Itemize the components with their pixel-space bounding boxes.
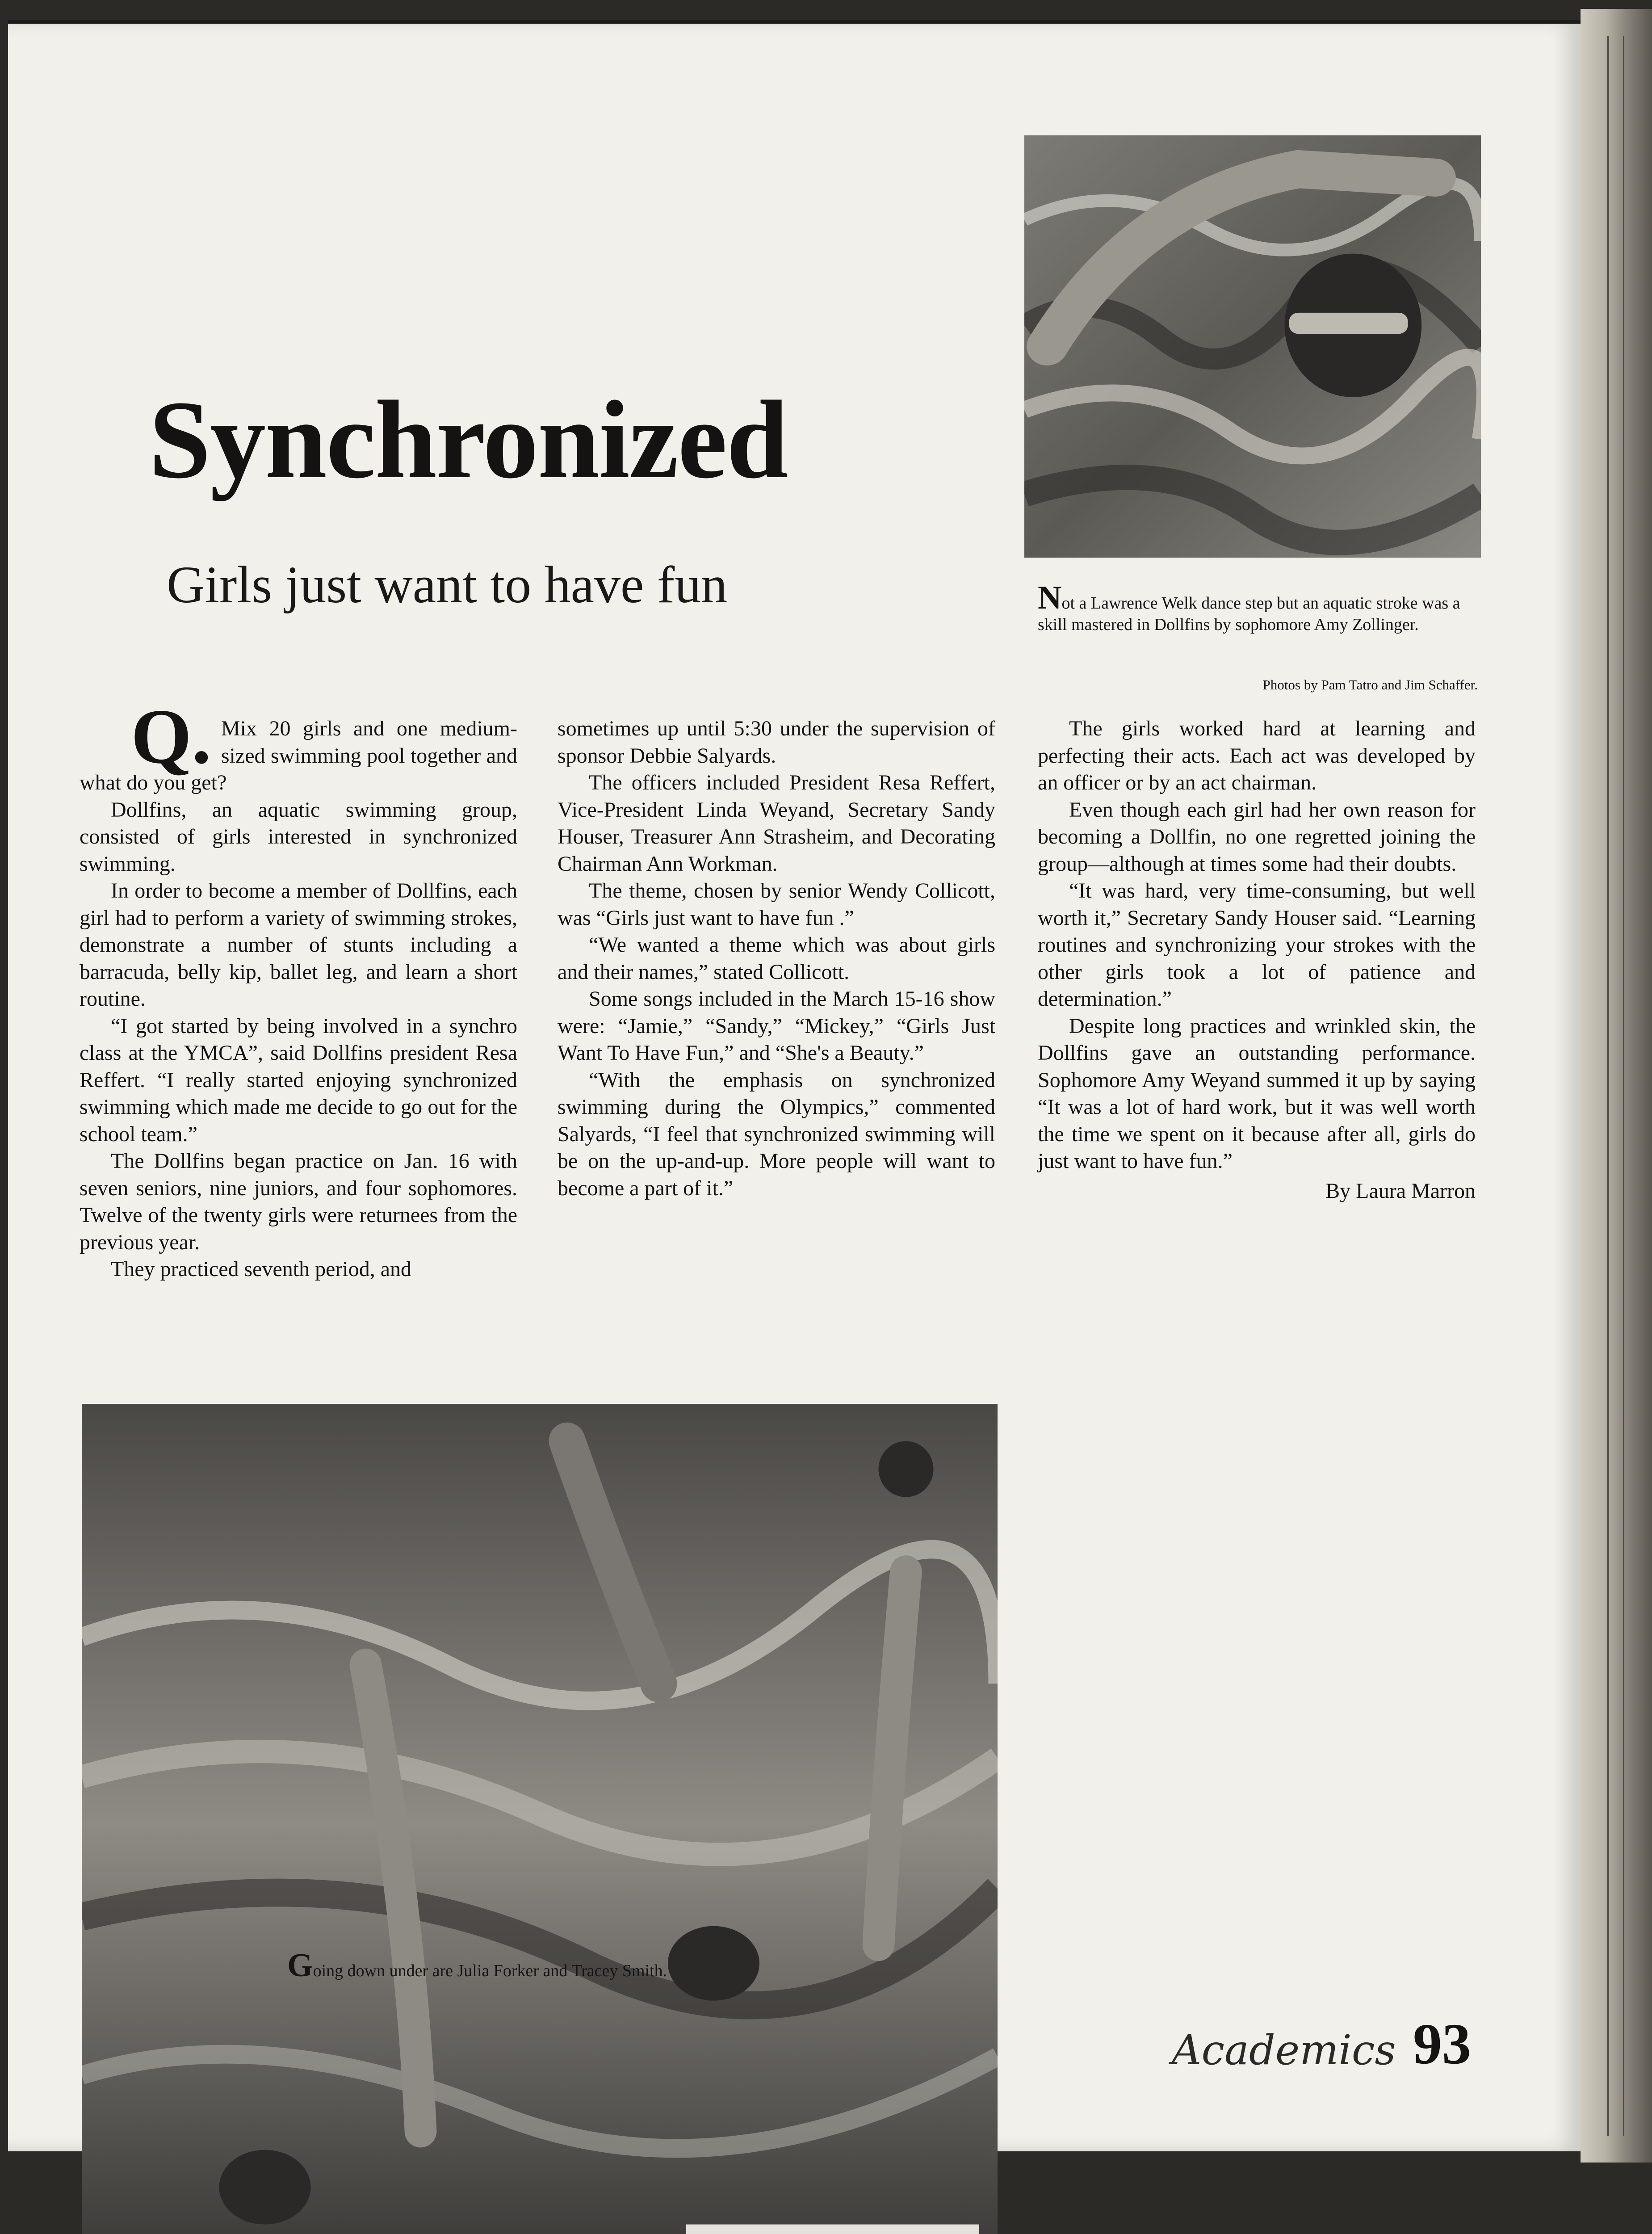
paragraph: In order to become a member of Dollfins, each girl had to perform a variety of swimming strokes, demonstrate a number of stunts including a barracuda, belly kip, ballet leg, and learn a short routine.	[80, 879, 517, 1011]
caption-text: oing down under are Julia Forker and Tracey Smith.	[313, 1961, 667, 1980]
photo-credit: Photos by Pam Tatro and Jim Schaffer.	[1262, 677, 1478, 693]
paragraph: Some songs included in the March 15-16 show were: “Jamie,” “Sandy,” “Mickey,” “Girls Just Want To Have Fun,” and “She's a Beauty.”	[558, 987, 995, 1065]
paragraph: The Dollfins began practice on Jan. 16 with seven seniors, nine juniors, and four sophomores. Twelve of the twenty girls were returnees from the previous year.	[80, 1149, 517, 1254]
caption-text: ot a Lawrence Welk dance step but an aquatic stroke was a skill mastered in Dollfins by sophomore Amy Zollinger.	[1038, 594, 1460, 634]
paragraph: “We wanted a theme which was about girls and their names,” stated Collicott.	[558, 933, 995, 984]
binding-line	[1607, 36, 1609, 2136]
caption-initial: G	[287, 1947, 313, 1984]
page-number: 93	[1413, 2012, 1471, 2076]
top-rule	[8, 20, 1581, 24]
article-column-2	[558, 715, 995, 1202]
bottom-photo-caption	[287, 1947, 667, 1985]
book-binding	[1581, 9, 1652, 2163]
paragraph: Even though each girl had her own reason for becoming a Dollfin, no one regretted joining the group—although at times some had their doubts.	[1038, 798, 1476, 876]
headline: Synchronized	[149, 378, 788, 502]
subhead: Girls just want to have fun	[167, 555, 728, 614]
top-photo-caption	[1038, 579, 1480, 635]
paragraph: They practiced seventh period, and	[111, 1257, 412, 1281]
paragraph: Mix 20 girls and one medium-sized swimming pool together and what do you get?	[80, 717, 517, 794]
paragraph: “It was hard, very time-consuming, but well worth it,” Secretary Sandy Houser said. “Learning routines and synchronizing your strokes with the other girls took a lot of patience and determination.”	[1038, 879, 1476, 1011]
pool-photo	[82, 1404, 998, 2234]
paragraph: Dollfins, an aquatic swimming group, consisted of girls interested in synchronized swimming.	[80, 798, 517, 876]
drop-cap: Q.	[131, 693, 211, 780]
article-column-1	[80, 693, 517, 1283]
swimmer-photo	[1024, 135, 1481, 558]
paragraph: The officers included President Resa Reffert, Vice-President Linda Weyand, Secretary Sandy Houser, Treasurer Ann Strasheim, and Decorating Chairman Ann Workman.	[558, 771, 995, 876]
article-column-3	[1038, 715, 1476, 1205]
yearbook-page	[8, 20, 1581, 2151]
paragraph: “I got started by being involved in a synchro class at the YMCA”, said Dollfins president Resa Reffert. “I really started enjoying synchronized swimming which made me decide to go out for the school team.”	[80, 1014, 517, 1146]
footer-section-label: Academics	[1172, 2026, 1396, 2074]
byline: By Laura Marron	[1325, 1179, 1476, 1203]
paragraph: “With the emphasis on synchronized swimming during the Olympics,” commented Salyards, “I feel that synchronized swimming will be on the up-and-up. More people will want to become a part of it.”	[558, 1068, 995, 1200]
paragraph: The girls worked hard at learning and perfecting their acts. Each act was developed by an officer or by an act chairman.	[1038, 717, 1476, 794]
binding-line	[1623, 36, 1624, 2136]
paragraph: The theme, chosen by senior Wendy Collicott, was “Girls just want to have fun .”	[558, 879, 995, 930]
caption-initial: N	[1038, 579, 1062, 616]
paragraph: Despite long practices and wrinkled skin, the Dollfins gave an outstanding performance. Sophomore Amy Weyand summed it up by saying “It was a lot of hard work, but it was well worth the time we spent on it because after all, girls do just want to have fun.”	[1038, 1014, 1476, 1173]
paragraph: sometimes up until 5:30 under the supervision of sponsor Debbie Salyards.	[558, 717, 995, 768]
